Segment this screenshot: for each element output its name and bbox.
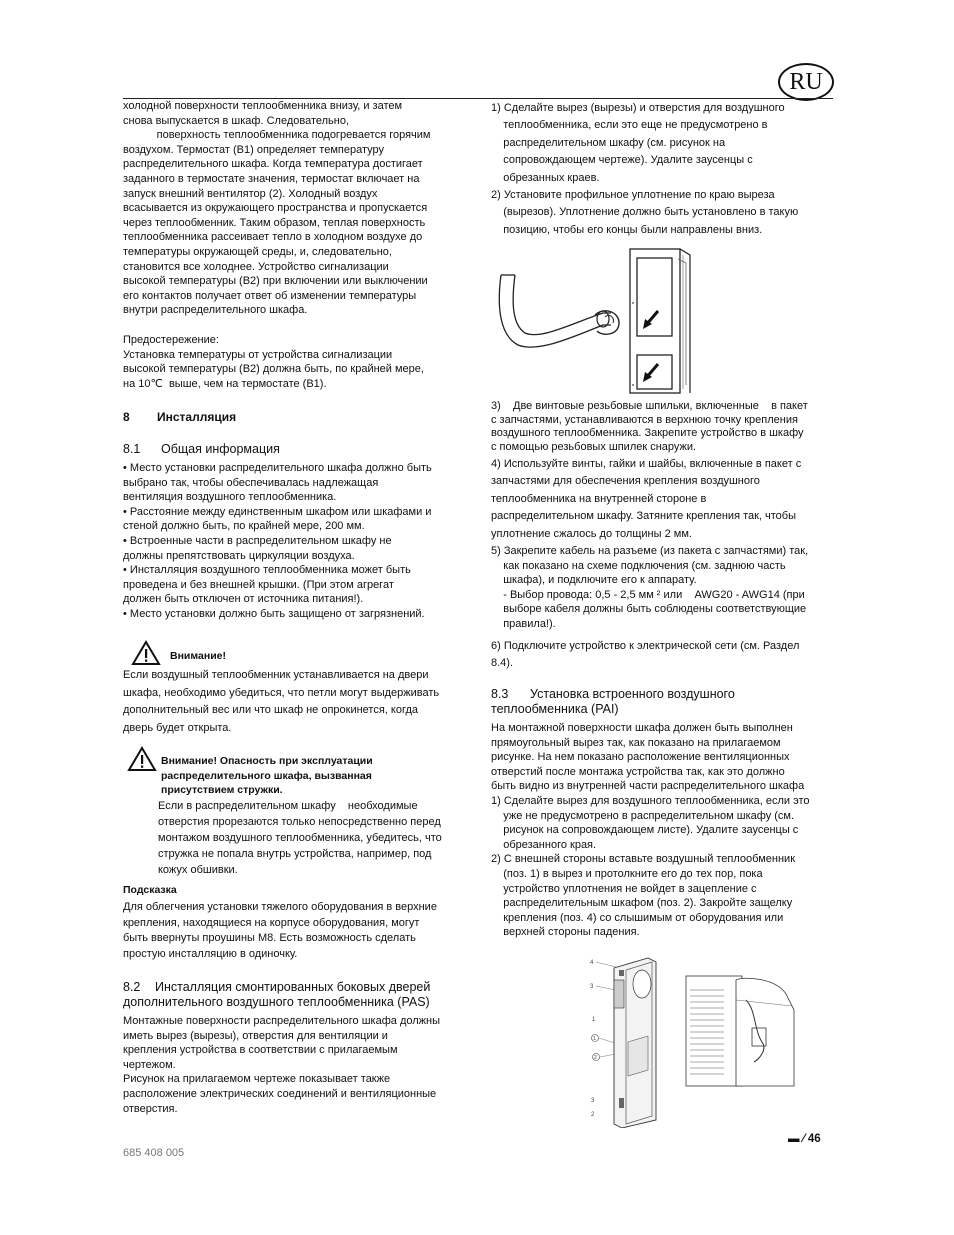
text-line: через теплообменник. Таким образом, теплая поверхность <box>123 216 426 229</box>
text-line: 1) Сделайте вырез для воздушного теплообменника, если это <box>491 794 810 807</box>
text-line: Если в распределительном шкафу необходимые <box>158 800 418 812</box>
text-line: - Выбор провода: 0,5 - 2,5 мм ² или AWG20 - AWG14 (при <box>491 588 805 601</box>
text-line: уже не предусмотрено в распределительном шкафу (см. <box>491 809 795 822</box>
warning-triangle-icon <box>131 640 161 666</box>
text-line: теплообменника, если это еще не предусмотрено в <box>491 119 768 132</box>
text-line: рисунке. На нем показано расположение вентиляционных <box>491 751 790 764</box>
warning-2-text <box>158 798 468 878</box>
text-line: крепления устройства в соответствии с прилагаемым <box>123 1044 398 1057</box>
text-line: 5) Закрепите кабель на разъеме (из пакета с запчастями) так, <box>491 545 809 557</box>
pai-installation-figure <box>586 950 801 1128</box>
section-8-3-number: 8.3 <box>491 687 509 701</box>
text-line: 8.4). <box>491 657 514 670</box>
gasket-installation-figure <box>493 245 703 395</box>
text-line: внутри распределительного шкафа. <box>123 304 308 317</box>
text-line: распределительном шкафу (см. рисунок на <box>491 136 726 149</box>
text-line: позицию, чтобы его концы были направлены вниз. <box>491 223 763 236</box>
callout-label: 3 <box>591 1098 595 1104</box>
text-line: правила!). <box>491 617 556 630</box>
language-badge: RU <box>778 63 834 101</box>
page-mark-icon: ▬ ⁄ <box>788 1133 805 1145</box>
text-line: теплообменника рассеивает тепло в холодном воздухе до <box>123 231 423 244</box>
callout-label: 2 <box>591 1112 595 1118</box>
text-line: 3) Две винтовые резьбовые шпильки, включенные в пакет <box>491 400 808 412</box>
text-line: 6) Подключите устройство к электрической сети (см. Раздел <box>491 640 800 652</box>
callout-label: 1 <box>592 1017 596 1023</box>
list-item: проведена и без внешней крышки. (При этом агрегат <box>123 578 394 591</box>
callout-label: 3 <box>590 984 594 990</box>
step-5 <box>491 544 836 632</box>
text-line: монтажом воздушного теплообменника, убедитесь, что <box>158 832 442 844</box>
text-line: запчастями для обеспечения крепления воздушного <box>491 475 760 488</box>
list-item: должен быть отключен от источника питания!). <box>123 593 364 606</box>
text-line: 2) С внешней стороны вставьте воздушный теплообменник <box>491 853 796 866</box>
text-line: 1) Сделайте вырез (вырезы) и отверстия для воздушного <box>491 102 785 114</box>
text-line: всасывается из окружающего пространства и пропускается <box>123 202 428 215</box>
text-line: Для облегчения установки тяжелого оборудования в верхние <box>123 901 437 913</box>
text-line: простую инсталляцию в одиночку. <box>123 947 298 960</box>
callout-label: 1 <box>593 1036 596 1042</box>
list-item: вентиляция воздушного теплообменника. <box>123 491 337 504</box>
text-line: высокой температуры (B2) при включении или выключении <box>123 275 428 288</box>
hint-text <box>123 900 473 962</box>
page-number-marker <box>788 1133 821 1145</box>
text-line: крепления (поз. 4) со слышимым от оборудования или <box>491 911 784 924</box>
section-8-3-title-cont: теплообменника (PAI) <box>491 702 619 716</box>
text-line: температуры окружающей среды, и, следовательно, <box>123 245 392 258</box>
text-line: заданного в термостате значения, термостат включает на <box>123 172 420 185</box>
section-8-2-text <box>123 1014 473 1116</box>
section-8-2-title: Инсталляция смонтированных боковых дверей <box>155 980 431 994</box>
general-info-list <box>123 461 473 622</box>
text-line: воздушного теплообменника. Закрепите устройство в шкафу <box>491 427 804 439</box>
text-line: (поз. 1) в вырез и протолкните его до тех пор, пока <box>491 867 763 880</box>
text-line: теплообменника на внутренней стороне в <box>491 492 707 505</box>
text-line: отверстий после монтажа устройства так, как это должно <box>491 765 785 778</box>
text-line: На монтажной поверхности шкафа должен быть выполнен <box>491 722 793 734</box>
text-line: распределительного шкафа. Когда температура достигает <box>123 158 423 171</box>
pas-steps <box>491 100 836 239</box>
text-line: Монтажные поверхности распределительного шкафа должны <box>123 1015 441 1027</box>
hint-title: Подсказка <box>123 884 177 896</box>
text-line: дверь будет открыта. <box>123 721 232 734</box>
section-8-2-number: 8.2 <box>123 980 141 994</box>
text-line: распределительного шкафа, вызванная <box>161 769 372 782</box>
section-8-1-number: 8.1 <box>123 442 141 456</box>
text-line: с помощью резьбовых шпилек снаружи. <box>491 440 697 453</box>
text-line: снова выпускается в шкаф. Следовательно, <box>123 114 350 127</box>
text-line: устройство уплотнения не войдет в зацепление с <box>491 882 757 895</box>
document-code: 685 408 005 <box>123 1147 185 1159</box>
text-line: поверхность теплообменника подогревается горячим <box>123 129 431 142</box>
text-line: холодной поверхности теплообменника внизу, и затем <box>123 100 403 112</box>
text-line: обрезанных краев. <box>491 171 600 184</box>
section-8-2-title-cont: дополнительного воздушного теплообменника (PAS) <box>123 995 430 1009</box>
text-line: отверстия прорезаются только непосредственно перед <box>158 816 441 828</box>
list-item: • Место установки должно быть защищено от загрязнений. <box>123 607 425 620</box>
text-line: высокой температуры (B2) должна быть, по крайней мере, <box>123 363 424 376</box>
step-3 <box>491 400 836 454</box>
text-line: шкафа, необходимо убедиться, что петли могут выдерживать <box>123 686 440 699</box>
section-8-number: 8 <box>123 410 130 424</box>
text-line: Рисунок на прилагаемом чертеже показывает также <box>123 1073 391 1086</box>
list-item: выбрано так, чтобы обеспечивалась надлежащая <box>123 476 379 489</box>
text-line: чертежом. <box>123 1058 176 1071</box>
text-line: шкафа), и подключите его к аппарату. <box>491 574 697 587</box>
caution-block <box>123 333 473 391</box>
section-8-title: Инсталляция <box>157 410 237 424</box>
text-line: крепления, находящиеся на корпусе оборудования, могут <box>123 916 420 929</box>
text-line: дополнительный вес или что шкаф не опрокинется, когда <box>123 704 419 716</box>
warning-2-title <box>161 754 461 798</box>
text-line: Если воздушный теплообменник устанавливается на двери <box>123 669 429 681</box>
intro-paragraph <box>123 99 473 318</box>
text-line: его контактов получает ответ об изменении температуры <box>123 289 417 302</box>
text-line: присутствием стружки. <box>161 784 283 797</box>
text-line: прямоугольный вырез так, как показано на прилагаемом <box>491 736 781 749</box>
section-8-3-title: Установка встроенного воздушного <box>530 687 735 701</box>
list-item: • Встроенные части в распределительном шкафу не <box>123 534 392 547</box>
caution-title: Предостережение: <box>123 334 219 346</box>
callout-label: 2 <box>594 1055 597 1061</box>
warning-triangle-icon <box>127 746 157 772</box>
text-line: Внимание! Опасность при эксплуатации <box>161 755 373 767</box>
text-line: расположение электрических соединений и вентиляционные <box>123 1087 437 1100</box>
list-item: • Место установки распределительного шкафа должно быть <box>123 462 432 474</box>
text-line: кожух обшивки. <box>158 864 238 876</box>
section-8-3-text <box>491 721 836 940</box>
text-line: на 10℃ выше, чем на термостате (B1). <box>123 377 327 390</box>
section-8-1-title: Общая информация <box>161 442 280 456</box>
list-item: должны препятствовать циркуляции воздуха. <box>123 549 355 562</box>
text-line: 2) Установите профильное уплотнение по краю выреза <box>491 189 775 202</box>
list-item: стеной должно быть, по крайней мере, 200 мм. <box>123 520 365 533</box>
list-item: • Инсталляция воздушного теплообменника может быть <box>123 564 411 577</box>
text-line: распределительном шкафу. Затяните крепления так, чтобы <box>491 510 797 523</box>
text-line: отверстия. <box>123 1102 178 1115</box>
text-line: уплотнение сжалось до толщины 2 мм. <box>491 527 692 540</box>
text-line: верхней стороны падения. <box>491 926 640 939</box>
callout-label: 4 <box>590 960 594 966</box>
step-6 <box>491 638 836 673</box>
warning-1-text <box>123 667 473 737</box>
text-line: быть видно из внутренней части распределительного шкафа <box>491 780 805 793</box>
list-item: • Расстояние между единственным шкафом или шкафами и <box>123 505 432 518</box>
text-line: выборе кабеля должны быть соблюдены соответствующие <box>491 603 807 616</box>
text-line: рисунок на сопровождающем листе). Удалите заусенцы с <box>491 824 799 837</box>
text-line: быть ввернуты проушины M8. Есть возможность сделать <box>123 932 416 944</box>
text-line: сопровождающем чертеже). Удалите заусенцы с <box>491 154 753 167</box>
warning-1-title: Внимание! <box>170 650 226 662</box>
text-line: иметь вырез (вырезы), отверстия для вентиляции и <box>123 1029 388 1042</box>
text-line: Установка температуры от устройства сигнализации <box>123 348 393 361</box>
page-number: 46 <box>807 1133 821 1145</box>
text-line: воздухом. Термостат (B1) определяет температуру <box>123 143 384 156</box>
text-line: запуск внешний вентилятор (2). Холодный воздух <box>123 187 378 200</box>
text-line: с запчастями, устанавливаются в верхнюю точку крепления <box>491 413 798 426</box>
step-4 <box>491 456 836 543</box>
text-line: обрезанного края. <box>491 838 597 851</box>
text-line: распределительным шкафом (поз. 2). Закройте защелку <box>491 897 793 910</box>
text-line: (вырезов). Уплотнение должно быть установлено в такую <box>491 206 799 219</box>
text-line: как показано на схеме подключения (см. заднюю часть <box>491 559 786 572</box>
text-line: стружка не попала внутрь устройства, например, под <box>158 848 432 860</box>
text-line: становится все холоднее. Устройство сигнализации <box>123 260 389 273</box>
text-line: 4) Используйте винты, гайки и шайбы, включенные в пакет с <box>491 458 802 470</box>
